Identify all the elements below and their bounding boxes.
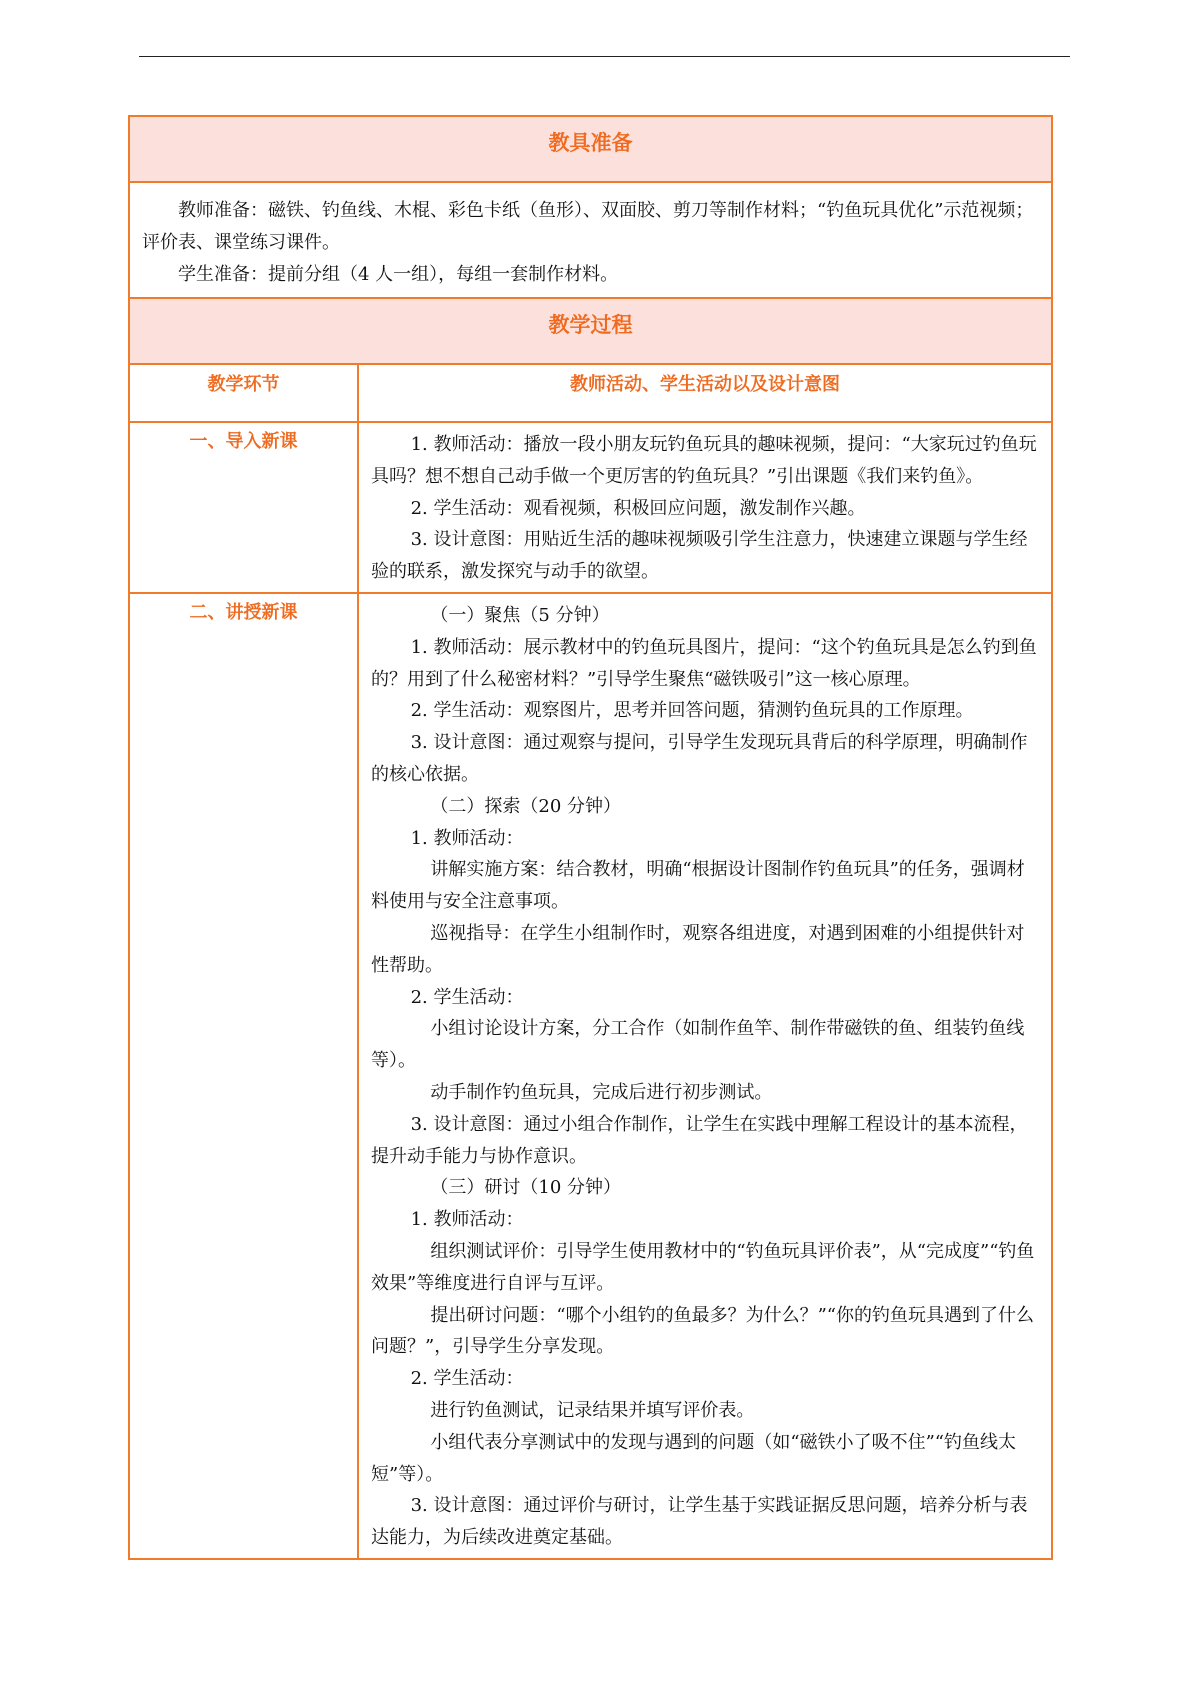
table-row [129,422,1052,593]
lesson-plan-table [128,115,1053,1560]
explore-teacher-item: 巡视指导：在学生小组制作时，观察各组进度，对遇到困难的小组提供针对性帮助。 [371,922,1025,976]
explore-teacher-item: 讲解实施方案：结合教材，明确“根据设计图制作钓鱼玩具”的任务，强调材料使用与安全注意事项。 [371,859,1025,913]
stage-intro-content [358,422,1052,593]
column-header-activity: 教师活动、学生活动以及设计意图 [358,364,1052,422]
header-rule [139,56,1070,57]
intro-student-activity: 2. 学生活动：观看视频，积极回应问题，激发制作兴趣。 [410,497,866,519]
focus-student-activity: 2. 学生活动：观察图片，思考并回答问题，猜测钓鱼玩具的工作原理。 [410,700,974,722]
discuss-teacher-item: 提出研讨问题：“哪个小组钓的鱼最多？为什么？”“你的钓鱼玩具遇到了什么问题？”，引导学生分享发现。 [371,1304,1034,1358]
explore-student-item: 小组讨论设计方案，分工合作（如制作鱼竿、制作带磁铁的鱼、组装钓鱼线等）。 [371,1018,1025,1072]
discuss-teacher-item: 组织测试评价：引导学生使用教材中的“钓鱼玩具评价表”，从“完成度”“钓鱼效果”等维度进行自评与互评。 [371,1240,1035,1294]
column-header-stage: 教学环节 [129,364,358,422]
prep-section-title: 教具准备 [129,116,1052,182]
explore-student-item: 动手制作钓鱼玩具，完成后进行初步测试。 [430,1081,773,1103]
stage-teaching-name: 二、讲授新课 [129,593,358,1559]
table-row [129,593,1052,1559]
intro-teacher-activity: 1. 教师活动：播放一段小朋友玩钓鱼玩具的趣味视频，提问：“大家玩过钓鱼玩具吗？想不想自己动手做一个更厉害的钓鱼玩具？”引出课题《我们来钓鱼》。 [371,434,1037,487]
discuss-student-item: 小组代表分享测试中的发现与遇到的问题（如“磁铁小了吸不住”“钓鱼线太短”等）。 [371,1431,1016,1485]
intro-design-intent: 3. 设计意图：用贴近生活的趣味视频吸引学生注意力，快速建立课题与学生经验的联系，激发探究与动手的欲望。 [371,529,1028,583]
student-prep-text: 学生准备：提前分组（4 人一组），每组一套制作材料。 [178,264,619,285]
stage-intro-name: 一、导入新课 [129,422,358,593]
focus-title: （一）聚焦（5 分钟） [430,604,610,626]
focus-design-intent: 3. 设计意图：通过观察与提问，引导学生发现玩具背后的科学原理，明确制作的核心依据。 [371,732,1028,785]
explore-title: （二）探索（20 分钟） [430,795,622,817]
discuss-title: （三）研讨（10 分钟） [430,1177,622,1199]
explore-design-intent: 3. 设计意图：通过小组合作制作，让学生在实践中理解工程设计的基本流程，提升动手能力与协作意识。 [371,1113,1028,1167]
explore-student-heading: 2. 学生活动： [410,986,524,1008]
discuss-student-item: 进行钓鱼测试，记录结果并填写评价表。 [430,1399,755,1421]
prep-section-content [129,182,1052,298]
stage-teaching-content [358,593,1052,1559]
discuss-design-intent: 3. 设计意图：通过评价与研讨，让学生基于实践证据反思问题，培养分析与表达能力，为后续改进奠定基础。 [371,1495,1028,1549]
explore-teacher-heading: 1. 教师活动： [410,827,524,849]
discuss-teacher-heading: 1. 教师活动： [410,1209,524,1231]
focus-teacher-activity: 1. 教师活动：展示教材中的钓鱼玩具图片，提问：“这个钓鱼玩具是怎么钓到鱼的？用到了什么秘密材料？”引导学生聚焦“磁铁吸引”这一核心原理。 [371,636,1037,690]
discuss-student-heading: 2. 学生活动： [410,1368,524,1390]
process-section-title: 教学过程 [129,298,1052,364]
teacher-prep-text: 教师准备：磁铁、钓鱼线、木棍、彩色卡纸（鱼形）、双面胶、剪刀等制作材料；“钓鱼玩具优化”示范视频；评价表、课堂练习课件。 [142,200,1034,253]
